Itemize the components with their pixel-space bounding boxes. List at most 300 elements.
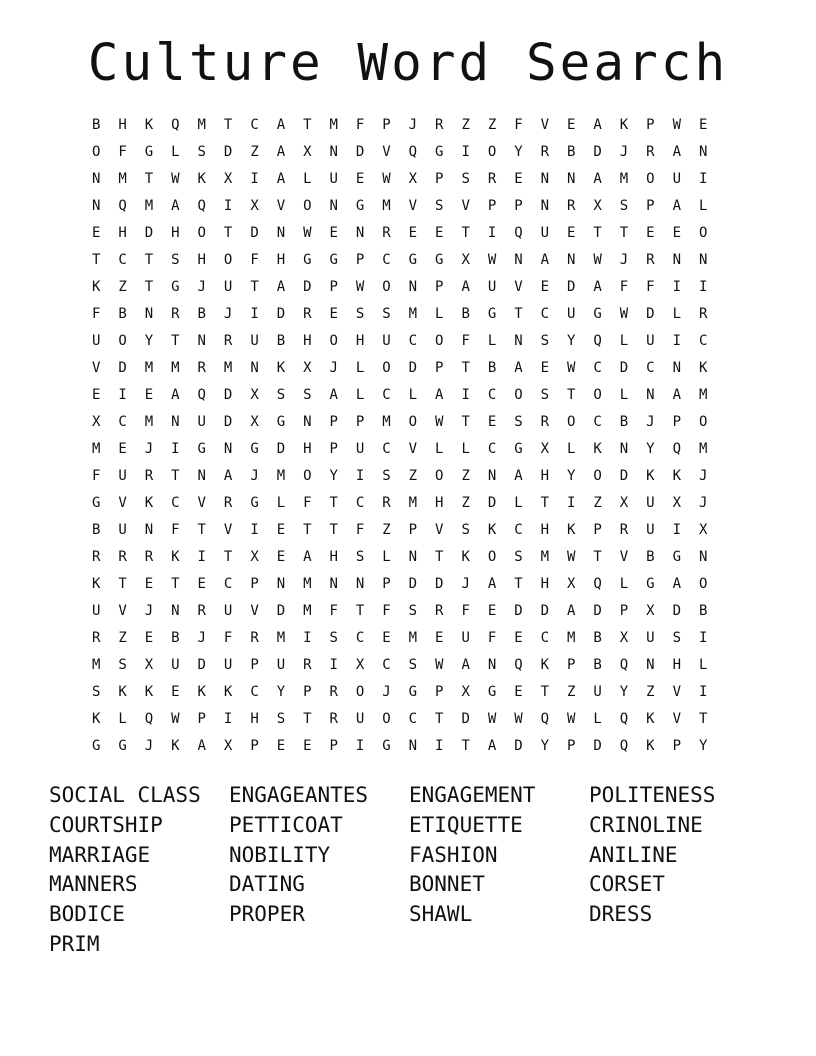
grid-letter: J (461, 576, 470, 592)
grid-letter: N (303, 414, 312, 430)
grid-letter: L (487, 333, 497, 349)
grid-letter: L (593, 711, 602, 727)
grid-letter: E (487, 414, 497, 430)
grid-letter: N (408, 549, 418, 565)
grid-letter: B (487, 360, 497, 376)
grid-letter: J (144, 603, 154, 619)
grid-letter: H (540, 468, 550, 484)
grid-letter: T (250, 279, 259, 295)
grid-letter: W (567, 549, 576, 565)
grid-letter: F (461, 603, 470, 619)
grid-letter: A (487, 576, 497, 592)
grid-letter: G (672, 549, 681, 565)
grid-letter: G (646, 576, 655, 592)
grid-letter: R (567, 198, 576, 214)
grid-letter: O (303, 198, 312, 214)
grid-letter: R (698, 306, 708, 322)
grid-letter: R (619, 522, 629, 538)
word-bank-item: PRIM (49, 931, 100, 956)
grid-letter: A (223, 468, 233, 484)
grid-letter: K (698, 360, 708, 376)
grid-letter: K (171, 549, 180, 565)
grid-letter: A (276, 144, 286, 160)
grid-letter: C (487, 441, 497, 457)
grid-letter: M (408, 630, 418, 646)
grid-letter: G (408, 684, 418, 700)
grid-letter: N (144, 306, 154, 322)
grid-letter: X (646, 603, 655, 619)
grid-letter: P (329, 414, 338, 430)
grid-letter: O (197, 225, 206, 241)
grid-letter: D (540, 603, 550, 619)
grid-letter: T (540, 684, 550, 700)
grid-letter: T (171, 333, 180, 349)
grid-letter: K (487, 522, 497, 538)
grid-letter: T (435, 549, 444, 565)
grid-letter: N (567, 171, 576, 187)
grid-letter: B (276, 333, 286, 349)
grid-letter: T (514, 306, 523, 322)
grid-letter: K (144, 684, 154, 700)
grid-letter: S (619, 198, 629, 214)
grid-letter: S (355, 549, 365, 565)
grid-letter: D (118, 360, 127, 376)
grid-letter: C (408, 711, 418, 727)
grid-letter: I (672, 279, 681, 295)
grid-letter: M (382, 198, 391, 214)
grid-letter: S (171, 252, 180, 268)
grid-letter: Q (171, 117, 180, 133)
word-bank-item: SHAWL (409, 902, 473, 927)
grid-letter: G (355, 198, 365, 214)
grid-letter: R (118, 549, 127, 565)
grid-letter: Y (567, 468, 576, 484)
grid-letter: X (250, 198, 259, 214)
grid-letter: U (461, 630, 470, 646)
grid-letter: W (672, 117, 681, 133)
word-bank-item: BONNET (409, 872, 485, 897)
grid-letter: Y (567, 333, 576, 349)
grid-letter: Q (118, 198, 127, 214)
grid-letter: J (144, 441, 154, 457)
grid-letter: W (435, 657, 444, 673)
grid-letter: O (487, 144, 497, 160)
grid-letter: E (329, 306, 338, 322)
grid-letter: A (567, 603, 576, 619)
grid-letter: M (303, 576, 312, 592)
grid-letter: I (461, 144, 470, 160)
word-bank-item: SOCIAL CLASS (49, 783, 201, 807)
grid-letter: I (435, 738, 444, 754)
grid-letter: M (276, 630, 286, 646)
grid-letter: I (223, 198, 233, 214)
grid-letter: K (118, 684, 127, 700)
grid-letter: F (91, 306, 101, 322)
grid-letter: I (250, 171, 259, 187)
grid-letter: S (382, 468, 391, 484)
grid-letter: G (514, 441, 523, 457)
grid-letter: D (593, 603, 602, 619)
grid-letter: M (382, 414, 391, 430)
grid-letter: I (250, 522, 259, 538)
grid-letter: K (144, 117, 154, 133)
grid-letter: T (303, 117, 312, 133)
grid-letter: G (91, 738, 101, 754)
grid-letter: C (355, 495, 365, 511)
word-bank-item: COURTSHIP (49, 812, 163, 837)
grid-letter: L (118, 711, 127, 727)
grid-letter: E (435, 225, 444, 241)
grid-letter: V (197, 495, 206, 511)
grid-letter: T (461, 738, 470, 754)
grid-letter: T (461, 414, 470, 430)
grid-letter: S (329, 630, 338, 646)
grid-letter: J (382, 684, 391, 700)
grid-letter: D (487, 495, 497, 511)
grid-letter: A (593, 117, 602, 133)
grid-letter: O (382, 711, 391, 727)
grid-letter: L (514, 495, 523, 511)
grid-letter: A (171, 387, 180, 403)
grid-letter: O (329, 333, 338, 349)
grid-letter: G (144, 144, 154, 160)
grid-letter: L (698, 657, 708, 673)
grid-letter: C (698, 333, 708, 349)
grid-letter: C (382, 387, 391, 403)
grid-letter: T (91, 252, 101, 268)
grid-letter: P (355, 252, 365, 268)
grid-letter: K (672, 468, 681, 484)
grid-letter: F (355, 522, 365, 538)
grid-letter: P (435, 684, 444, 700)
grid-letter: I (487, 225, 497, 241)
grid-letter: P (329, 441, 338, 457)
grid-letter: I (698, 171, 708, 187)
grid-letter: G (276, 414, 286, 430)
grid-letter: D (514, 603, 523, 619)
grid-letter: O (91, 144, 101, 160)
grid-letter: R (646, 252, 655, 268)
grid-letter: Q (593, 576, 602, 592)
grid-letter: L (355, 387, 365, 403)
grid-letter: L (619, 333, 629, 349)
grid-letter: X (303, 144, 312, 160)
grid-letter: P (329, 279, 338, 295)
grid-letter: Q (514, 225, 523, 241)
grid-letter: T (698, 711, 708, 727)
grid-letter: F (171, 522, 180, 538)
grid-letter: D (646, 306, 655, 322)
grid-letter: L (672, 306, 681, 322)
grid-letter: E (276, 549, 286, 565)
grid-letter: E (514, 630, 523, 646)
grid-letter: V (408, 441, 418, 457)
grid-letter: O (567, 414, 576, 430)
grid-letter: G (435, 252, 444, 268)
grid-letter: M (698, 441, 708, 457)
grid-letter: H (197, 252, 206, 268)
grid-letter: K (223, 684, 233, 700)
grid-letter: L (355, 360, 365, 376)
grid-letter: K (197, 684, 206, 700)
grid-letter: I (223, 711, 233, 727)
grid-letter: A (171, 198, 180, 214)
grid-letter: Z (461, 495, 470, 511)
grid-letter: N (672, 360, 681, 376)
grid-letter: V (118, 603, 127, 619)
grid-letter: O (382, 279, 391, 295)
grid-letter: R (303, 306, 312, 322)
grid-letter: S (540, 333, 550, 349)
grid-letter: J (329, 360, 338, 376)
grid-letter: Q (514, 657, 523, 673)
grid-letter: X (144, 657, 154, 673)
grid-letter: X (461, 252, 470, 268)
grid-letter: S (461, 522, 470, 538)
grid-letter: X (408, 171, 418, 187)
grid-letter: X (303, 360, 312, 376)
grid-letter: Z (250, 144, 259, 160)
grid-letter: K (197, 171, 206, 187)
grid-letter: A (276, 279, 286, 295)
grid-letter: E (197, 576, 206, 592)
grid-letter: V (382, 144, 391, 160)
grid-letter: H (435, 495, 444, 511)
grid-letter: O (303, 468, 312, 484)
word-bank-item: POLITENESS (589, 783, 716, 807)
grid-letter: L (435, 306, 444, 322)
grid-letter: O (223, 252, 233, 268)
grid-letter: N (698, 144, 708, 160)
grid-letter: N (91, 198, 101, 214)
grid-letter: P (382, 576, 391, 592)
grid-letter: W (487, 252, 497, 268)
grid-letter: L (303, 171, 312, 187)
grid-letter: E (144, 576, 154, 592)
grid-letter: U (567, 306, 576, 322)
grid-letter: S (408, 657, 418, 673)
grid-letter: E (382, 630, 391, 646)
grid-letter: C (118, 252, 127, 268)
grid-letter: I (303, 630, 312, 646)
grid-letter: R (144, 549, 154, 565)
grid-letter: M (540, 549, 550, 565)
grid-letter: T (593, 225, 602, 241)
grid-letter: R (303, 657, 312, 673)
grid-letter: N (197, 333, 206, 349)
grid-letter: F (91, 468, 101, 484)
grid-letter: T (144, 252, 154, 268)
grid-letter: Z (646, 684, 655, 700)
grid-letter: K (646, 711, 655, 727)
grid-letter: H (276, 252, 286, 268)
grid-letter: D (593, 738, 602, 754)
grid-letter: V (619, 549, 629, 565)
grid-letter: D (514, 738, 523, 754)
grid-letter: W (303, 225, 312, 241)
grid-letter: O (593, 387, 602, 403)
grid-letter: H (303, 441, 312, 457)
grid-letter: X (567, 576, 576, 592)
grid-letter: R (223, 333, 233, 349)
grid-letter: C (593, 414, 602, 430)
grid-letter: I (329, 657, 338, 673)
grid-letter: U (250, 333, 259, 349)
grid-letter: O (435, 468, 444, 484)
grid-letter: H (250, 711, 259, 727)
grid-letter: D (672, 603, 681, 619)
grid-letter: M (144, 198, 154, 214)
grid-letter: M (408, 495, 418, 511)
grid-letter: T (118, 576, 127, 592)
grid-letter: X (355, 657, 365, 673)
grid-letter: W (567, 711, 576, 727)
grid-letter: H (303, 333, 312, 349)
grid-letter: S (276, 711, 286, 727)
grid-letter: M (329, 117, 338, 133)
grid-letter: L (435, 441, 444, 457)
grid-letter: F (303, 495, 312, 511)
grid-letter: G (593, 306, 602, 322)
grid-letter: K (593, 441, 602, 457)
grid-letter: A (276, 171, 286, 187)
grid-letter: A (487, 738, 497, 754)
word-bank-item: BODICE (49, 902, 125, 927)
grid-letter: T (197, 522, 206, 538)
grid-letter: E (144, 630, 154, 646)
grid-letter: L (461, 441, 470, 457)
grid-letter: A (672, 198, 681, 214)
grid-letter: N (91, 171, 101, 187)
grid-letter: A (461, 279, 470, 295)
grid-letter: U (646, 495, 655, 511)
word-bank-item: PROPER (229, 902, 305, 927)
grid-letter: P (250, 657, 259, 673)
grid-letter: P (514, 198, 523, 214)
grid-letter: K (646, 468, 655, 484)
grid-letter: H (540, 522, 550, 538)
grid-letter: B (619, 414, 629, 430)
grid-letter: G (197, 441, 206, 457)
grid-letter: R (197, 360, 206, 376)
grid-letter: K (91, 279, 101, 295)
page-title: Culture Word Search (87, 34, 729, 93)
grid-letter: F (461, 333, 470, 349)
grid-letter: H (540, 576, 550, 592)
word-bank-item: ENGAGEANTES (229, 783, 369, 807)
grid-letter: D (461, 711, 470, 727)
word-bank-item: MANNERS (49, 872, 138, 897)
letter-grid (83, 114, 716, 762)
grid-letter: A (593, 171, 602, 187)
grid-letter: C (382, 252, 391, 268)
grid-letter: Q (197, 387, 206, 403)
grid-letter: Y (619, 684, 629, 700)
grid-letter: U (276, 657, 286, 673)
grid-letter: T (355, 603, 365, 619)
grid-letter: U (646, 333, 655, 349)
grid-letter: A (672, 387, 681, 403)
grid-letter: V (408, 198, 418, 214)
grid-letter: D (144, 225, 154, 241)
grid-letter: T (329, 522, 338, 538)
grid-letter: Z (593, 495, 602, 511)
grid-letter: E (487, 603, 497, 619)
grid-letter: N (540, 171, 550, 187)
grid-letter: O (514, 387, 523, 403)
grid-letter: M (276, 468, 286, 484)
grid-letter: J (619, 252, 629, 268)
grid-letter: Q (408, 144, 418, 160)
grid-letter: R (329, 684, 338, 700)
grid-letter: G (487, 684, 497, 700)
grid-letter: G (435, 144, 444, 160)
grid-letter: L (276, 495, 286, 511)
grid-letter: H (118, 117, 127, 133)
grid-letter: I (355, 468, 365, 484)
grid-letter: U (91, 333, 101, 349)
grid-letter: Q (619, 657, 629, 673)
grid-letter: W (514, 711, 523, 727)
grid-letter: F (514, 117, 523, 133)
grid-letter: U (197, 414, 206, 430)
word-bank-item: FASHION (409, 842, 498, 867)
grid-letter: P (487, 198, 497, 214)
grid-letter: S (672, 630, 681, 646)
grid-letter: A (276, 117, 286, 133)
grid-letter: R (91, 549, 101, 565)
grid-letter: W (567, 360, 576, 376)
grid-letter: U (91, 603, 101, 619)
grid-letter: E (408, 225, 418, 241)
grid-letter: U (355, 711, 365, 727)
grid-letter: N (540, 198, 550, 214)
grid-letter: F (646, 279, 655, 295)
grid-letter: F (619, 279, 629, 295)
grid-letter: G (250, 495, 259, 511)
grid-letter: R (540, 414, 550, 430)
grid-letter: P (435, 360, 444, 376)
grid-letter: R (435, 603, 444, 619)
grid-letter: X (698, 522, 708, 538)
grid-letter: K (276, 360, 286, 376)
grid-letter: L (698, 198, 708, 214)
grid-letter: E (540, 360, 550, 376)
grid-letter: A (672, 576, 681, 592)
grid-letter: T (619, 225, 629, 241)
grid-letter: N (487, 468, 497, 484)
grid-letter: A (540, 252, 550, 268)
grid-letter: P (250, 576, 259, 592)
grid-letter: T (461, 225, 470, 241)
grid-letter: S (540, 387, 550, 403)
grid-letter: U (646, 522, 655, 538)
grid-letter: C (355, 630, 365, 646)
grid-letter: G (91, 495, 101, 511)
grid-letter: I (171, 441, 180, 457)
grid-letter: R (197, 603, 206, 619)
grid-letter: Z (461, 117, 470, 133)
grid-letter: X (461, 684, 470, 700)
grid-letter: U (593, 684, 602, 700)
grid-letter: V (672, 684, 681, 700)
grid-letter: F (487, 630, 497, 646)
grid-letter: V (672, 711, 681, 727)
grid-letter: I (461, 387, 470, 403)
word-bank-item: MARRIAGE (49, 842, 151, 867)
grid-letter: Z (461, 468, 470, 484)
grid-letter: F (355, 117, 365, 133)
